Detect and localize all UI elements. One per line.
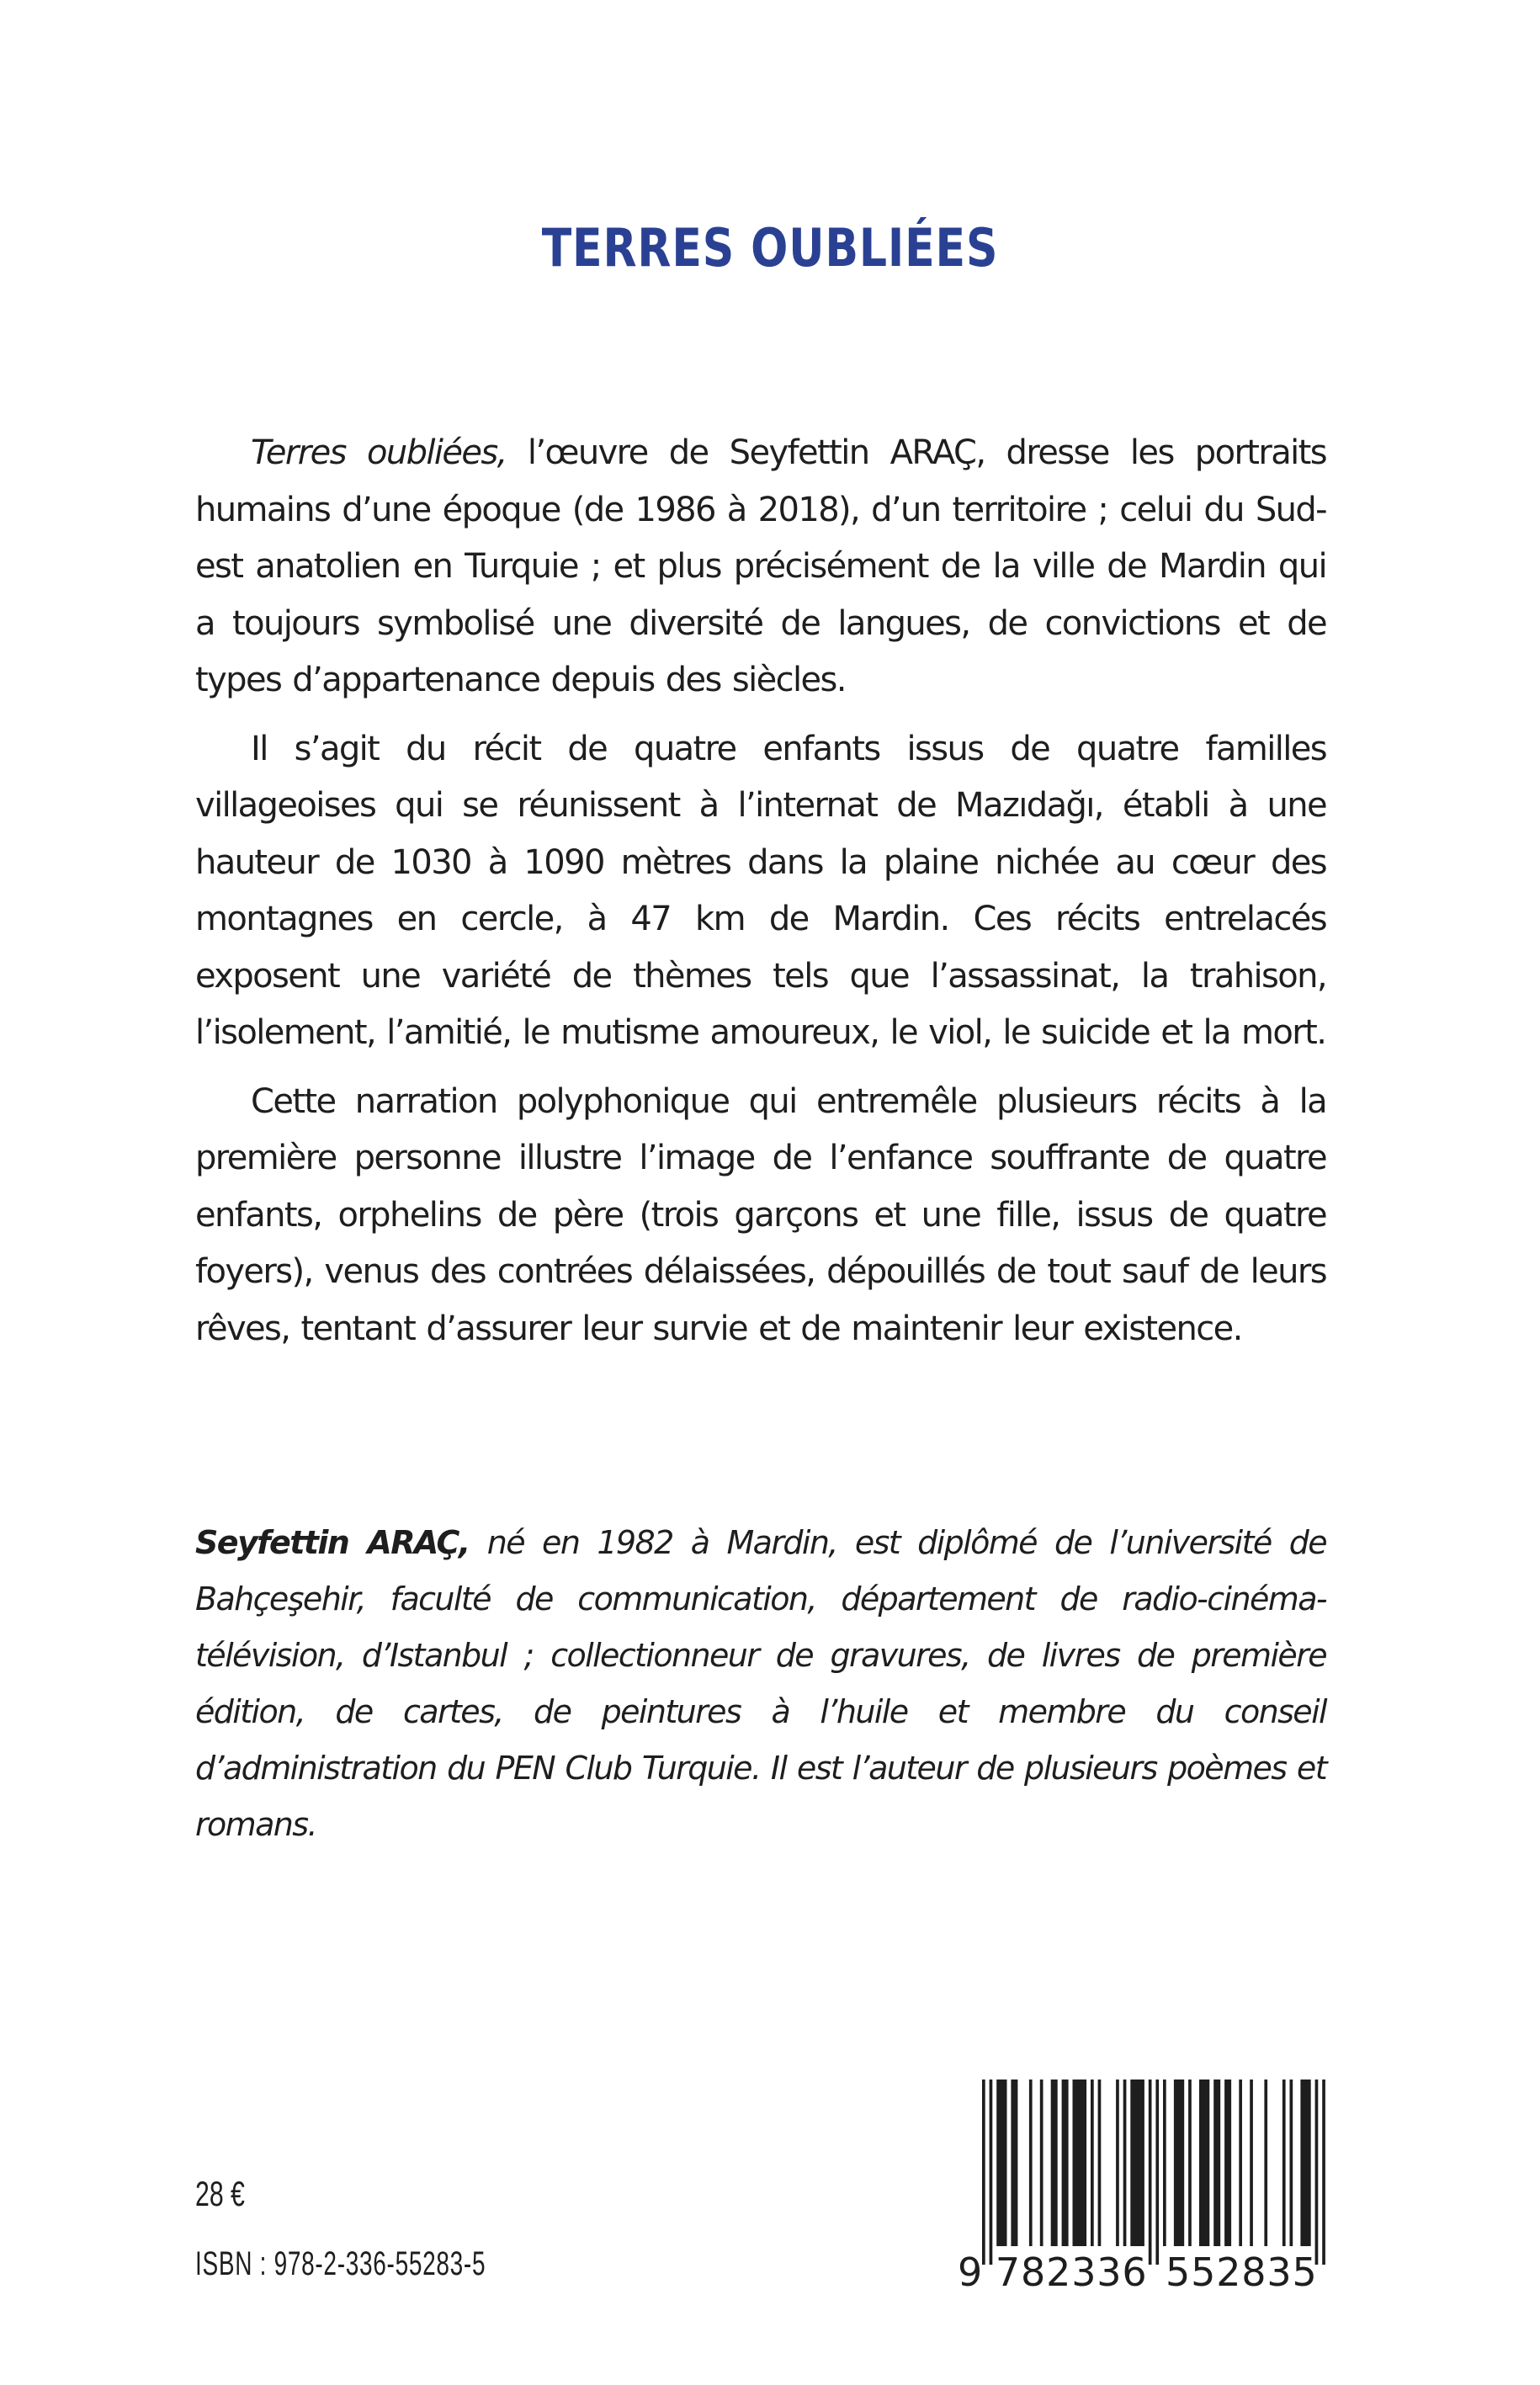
svg-text:9: 9 <box>958 2250 983 2295</box>
synopsis-paragraph-1-text: l’œuvre de Seyfettin ARAÇ, dresse les portraits humains d’une époque (de 1986 à 2018), d’un territoire ; celui du Sud-est anatolien en Turquie ; et plus précisément de la ville de Mardin qui a toujours symbolisé une diversité de langues, de convictions et de types d’appartenance depuis des siècles. <box>195 433 1326 699</box>
svg-text:5: 5 <box>1292 2250 1317 2295</box>
price: 28 € <box>195 2174 245 2213</box>
book-title-italic: Terres oubliées, <box>251 433 507 472</box>
synopsis-paragraph-2: Il s’agit du récit de quatre enfants issus de quatre familles villageoises qui se réunissent à l’internat de Mazıdağı, établi à une hauteur de 1030 à 1090 mètres dans la plaine nichée au cœur des montagnes en cercle, à 47 km de Mardin. Ces récits entrelacés exposent une variété de thèmes tels que l’assassinat, la trahison, l’isolement, l’amitié, le mutisme amoureux, le viol, le suicide et la mort. <box>195 729 1326 1052</box>
svg-text:2: 2 <box>1216 2250 1241 2295</box>
svg-text:3: 3 <box>1097 2250 1122 2295</box>
isbn-barcode <box>951 2070 1338 2297</box>
svg-text:6: 6 <box>1122 2250 1147 2295</box>
author-bio <box>195 1515 1326 1853</box>
isbn: ISBN : 978-2-336-55283-5 <box>195 2245 486 2282</box>
svg-text:5: 5 <box>1166 2250 1191 2295</box>
barcode-icon <box>951 2070 1338 2297</box>
svg-text:2: 2 <box>1046 2250 1071 2295</box>
svg-text:3: 3 <box>1071 2250 1097 2295</box>
svg-text:5: 5 <box>1191 2250 1216 2295</box>
author-name: Seyfettin ARAÇ, <box>195 1524 470 1561</box>
synopsis <box>195 425 1326 1369</box>
svg-text:8: 8 <box>1021 2250 1046 2295</box>
book-title: TERRES OUBLIÉES <box>541 217 999 279</box>
author-bio-text: né en 1982 à Mardin, est diplômé de l’université de Bahçeşehir, faculté de communication, département de radio-cinéma-télévision, d’Istanbul ; collectionneur de gravures, de livres de première édition, de cartes, de peintures à l’huile et membre du conseil d’administration du PEN Club Turquie. Il est l’auteur de plusieurs poèmes et romans. <box>195 1524 1326 1843</box>
svg-text:8: 8 <box>1241 2250 1267 2295</box>
svg-text:7: 7 <box>995 2250 1021 2295</box>
synopsis-paragraph-1 <box>195 425 1326 709</box>
svg-text:3: 3 <box>1267 2250 1292 2295</box>
synopsis-paragraph-3: Cette narration polyphonique qui entremêle plusieurs récits à la première personne illustre l’image de l’enfance souffrante de quatre enfants, orphelins de père (trois garçons et une fille, issus de quatre foyers), venus des contrées délaissées, dépouillés de tout sauf de leurs rêves, tentant d’assurer leur survie et de maintenir leur existence. <box>195 1081 1326 1348</box>
